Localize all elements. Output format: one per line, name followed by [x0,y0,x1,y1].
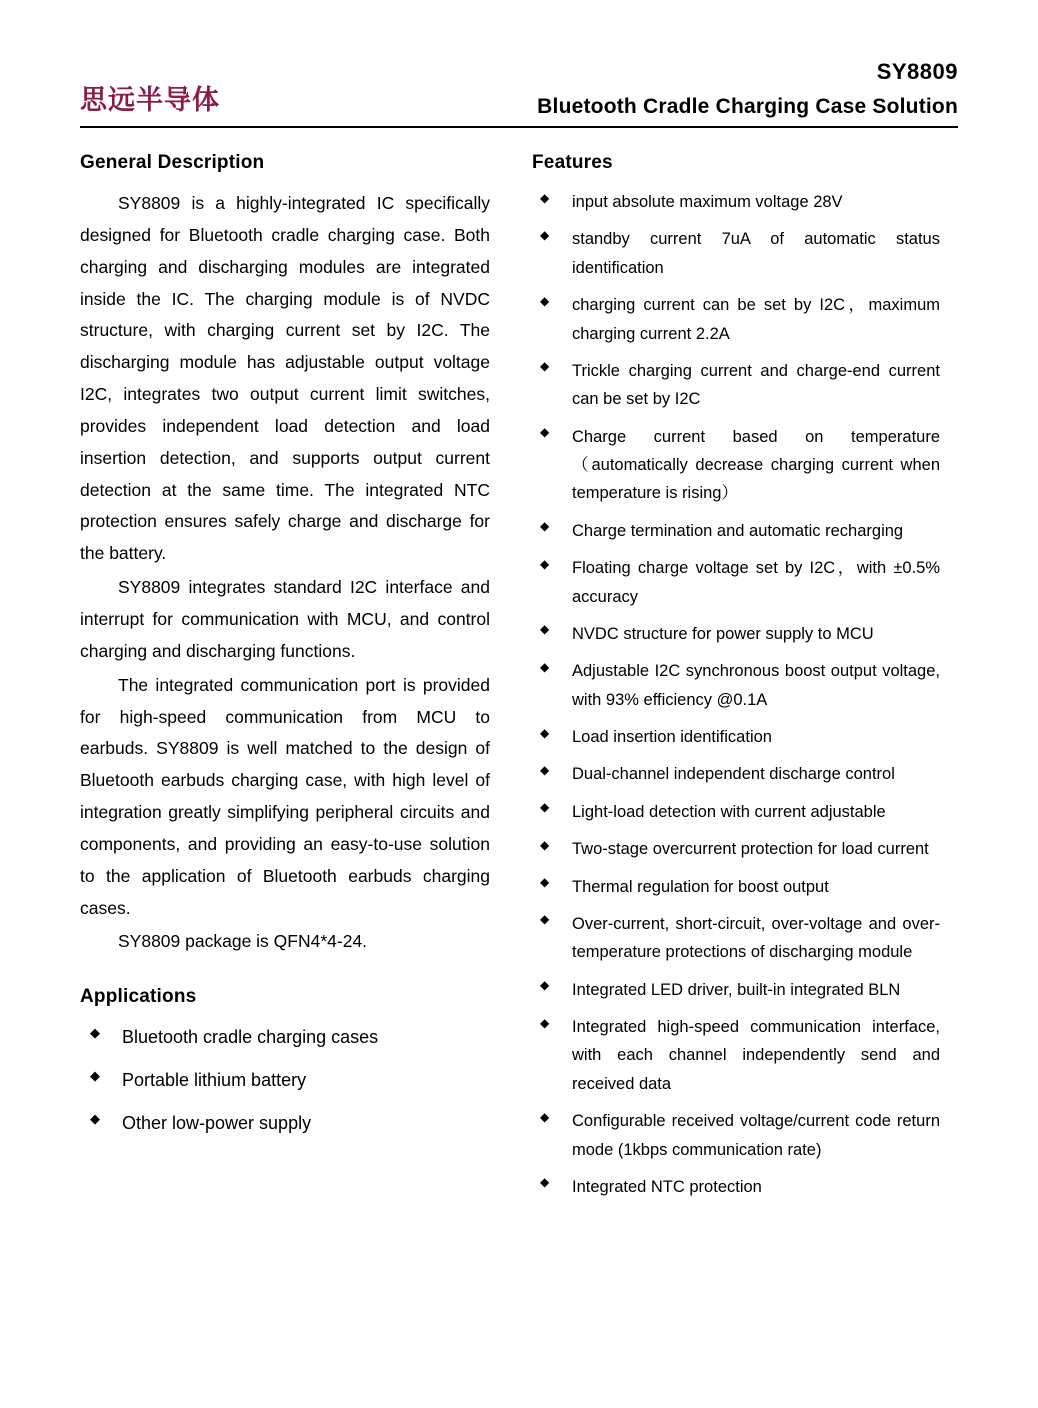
list-item-label: Integrated LED driver, built-in integrated BLN [572,980,901,999]
diamond-bullet-icon: ◆ [90,1024,100,1040]
diamond-bullet-icon: ◆ [540,725,550,740]
list-item [532,798,940,826]
diamond-bullet-icon: ◆ [540,1109,550,1124]
list-item [532,1107,940,1164]
diamond-bullet-icon: ◆ [540,359,550,374]
list-item-label: Light-load detection with current adjustable [572,802,886,821]
list-item-label: Configurable received voltage/current code return mode (1kbps communication rate) [572,1112,940,1159]
list-item [532,873,940,901]
list-item-label: Adjustable I2C synchronous boost output voltage, with 93% efficiency @0.1A [572,662,940,709]
applications-heading: Applications [80,986,197,1008]
diamond-bullet-icon: ◆ [540,227,550,242]
list-item-label: charging current can be set by I2C，maximum charging current 2.2A [572,296,940,343]
description-paragraph: The integrated communication port is provided for high-speed communication from MCU to earbuds. SY8809 is well matched to the design of Bluetooth earbuds charging case, with high level of integration greatly simplifying peripheral circuits and components, and providing an easy-to-use solution to the application of Bluetooth earbuds charging cases. [80,674,490,918]
list-item-label: NVDC structure for power supply to MCU [572,624,874,643]
diamond-bullet-icon: ◆ [540,800,550,815]
diamond-bullet-icon: ◆ [540,293,550,308]
list-item-label: Load insertion identification [572,728,772,746]
description-paragraph: SY8809 package is QFN4*4-24. [118,931,368,952]
diamond-bullet-icon: ◆ [540,912,550,927]
list-item [80,1022,490,1053]
list-item [532,976,940,1004]
diamond-bullet-icon: ◆ [540,1015,550,1030]
diamond-bullet-icon: ◆ [90,1067,100,1083]
list-item [532,554,940,611]
applications-list [80,1022,490,1139]
list-item [532,910,940,967]
list-item [532,723,940,751]
list-item-label: input absolute maximum voltage 28V [572,193,843,211]
list-item-label: Trickle charging current and charge-end current can be set by I2C [572,361,940,409]
diamond-bullet-icon: ◆ [540,659,550,674]
list-item-label: Integrated NTC protection [572,1177,762,1196]
part-number: SY8809 [876,59,958,85]
diamond-bullet-icon: ◆ [540,556,550,571]
list-item-label: Charge termination and automatic recharging [572,521,904,540]
diamond-bullet-icon: ◆ [540,762,550,777]
list-item-label: Bluetooth cradle charging cases [122,1027,379,1048]
features-heading: Features [532,152,613,173]
features-list [532,188,940,1201]
diamond-bullet-icon: ◆ [540,1175,550,1190]
diamond-bullet-icon: ◆ [540,978,550,993]
diamond-bullet-icon: ◆ [540,519,550,534]
list-item [80,1108,490,1139]
list-item [532,1173,940,1201]
company-logo: 思远半导体 [80,85,220,116]
left-column [80,152,510,1201]
list-item-label: Other low-power supply [122,1113,312,1134]
diamond-bullet-icon: ◆ [540,875,550,890]
content-columns [80,152,958,1201]
description-paragraph: SY8809 is a highly-integrated IC specifically designed for Bluetooth cradle charging case. Both charging and discharging modules are integrated inside the IC. The charging module is of NVDC structure, with charging current set by I2C. The discharging module has adjustable output voltage I2C, integrates two output current limit switches, provides independent load detection and load insertion detection, and supports output current detection at the same time. The integrated NTC protection ensures safely charge and discharge for the battery. [80,193,490,564]
list-item-label: Portable lithium battery [122,1070,307,1091]
list-item-label: Over-current, short-circuit, over-voltage and over-temperature protections of discharging module [572,914,940,962]
list-item [532,423,940,508]
list-item [532,225,940,282]
list-item [532,760,940,788]
list-item [532,835,940,863]
header-divider [80,126,958,128]
diamond-bullet-icon: ◆ [540,190,550,205]
diamond-bullet-icon: ◆ [90,1110,100,1126]
list-item-label: Dual-channel independent discharge control [572,765,895,784]
document-title: Bluetooth Cradle Charging Case Solution [537,94,958,118]
general-description-heading: General Description [80,152,265,173]
list-item [532,657,940,714]
page-header [80,46,958,120]
list-item [532,517,940,545]
diamond-bullet-icon: ◆ [540,425,550,440]
list-item [80,1065,490,1096]
list-item [532,620,940,648]
list-item-label: Two-stage overcurrent protection for load current [572,840,929,859]
diamond-bullet-icon: ◆ [540,837,550,852]
description-paragraph: SY8809 integrates standard I2C interface and interrupt for communication with MCU, and control charging and discharging functions. [80,577,490,661]
list-item [532,1013,940,1098]
list-item [532,357,940,414]
diamond-bullet-icon: ◆ [540,622,550,637]
list-item [532,291,940,348]
list-item-label: standby current 7uA of automatic status identification [572,230,940,277]
list-item-label: Floating charge voltage set by I2C，with ±0.5% accuracy [572,559,940,606]
list-item-label: Integrated high-speed communication interface, with each channel independently send and received data [572,1018,940,1093]
list-item [532,188,940,216]
list-item-label: Charge current based on temperature （automatically decrease charging current when temperature is rising） [572,427,940,503]
right-column [510,152,940,1201]
header-titles [537,58,958,120]
list-item-label: Thermal regulation for boost output [572,877,829,896]
